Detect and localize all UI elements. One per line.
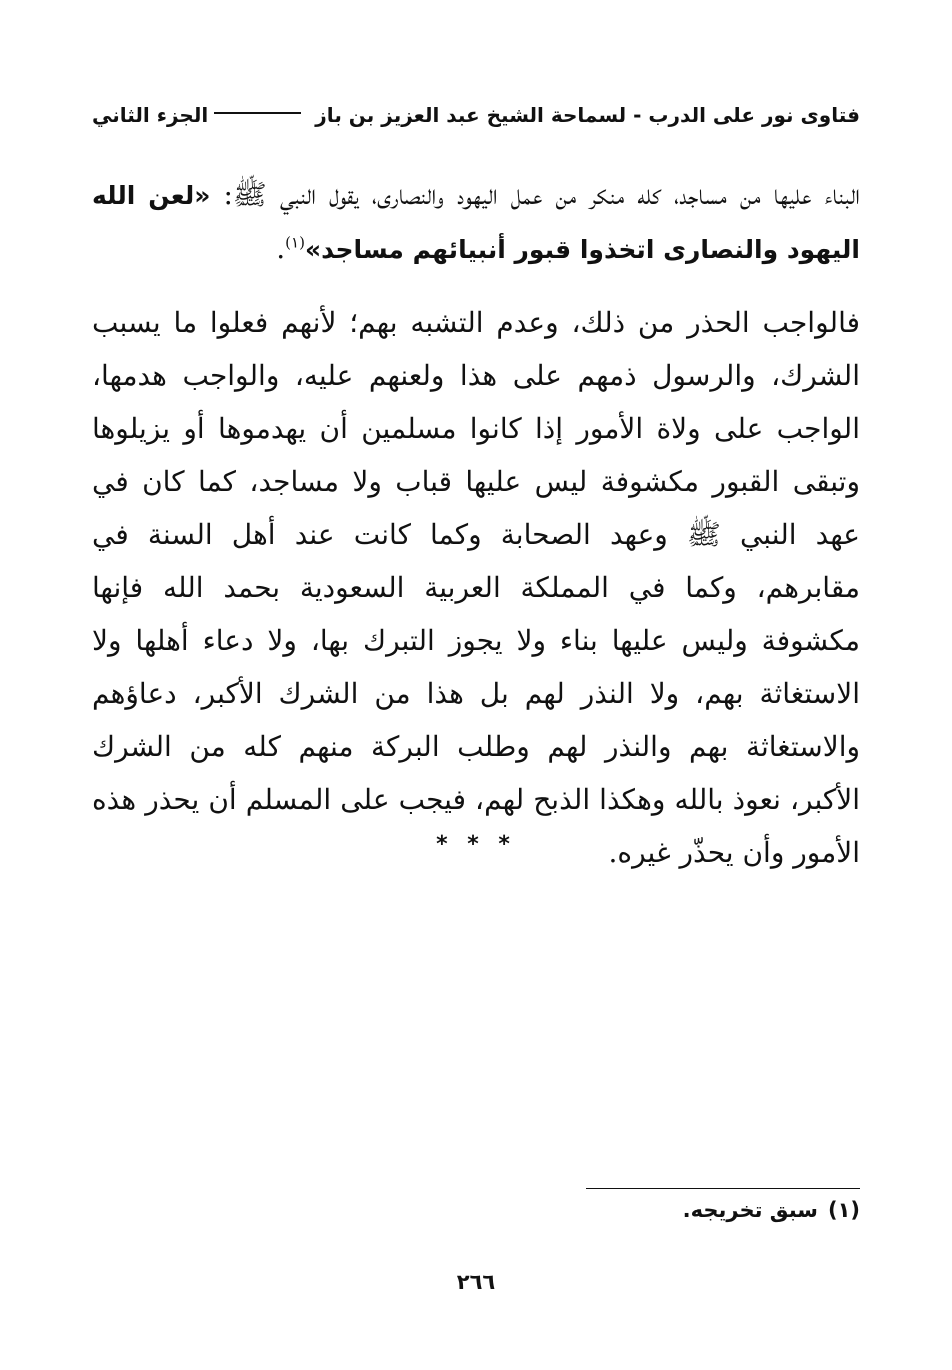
footnote [683,1198,860,1222]
paragraph-1-end: . [276,232,286,265]
footnote-number: (١) [827,1198,860,1222]
running-header [92,98,860,132]
paragraph-2: فالواجب الحذر من ذلك، وعدم التشبه بهم؛ لأنهم فعلوا ما يسبب الشرك، والرسول ذمهم على هذا ولعنهم عليه، والواجب هدمها، الواجب على ولاة الأمور إذا كانوا مسلمين أن يهدموها أو يزيلوها وتبقى القبور مكشوفة ليس عليها قباب ولا مساجد، كما كان في عهد النبي ﷺ وعهد الصحابة وكما كانت عند أهل السنة في مقابرهم، وكما في المملكة العربية السعودية بحمد الله فإنها مكشوفة وليس عليها بناء ولا يجوز التبرك بها، ولا دعاء أهلها ولا الاستغاثة بهم، ولا النذر لهم بل هذا من الشرك الأكبر، دعاؤهم والاستغاثة بهم والنذر لهم وطلب البركة منهم كله من الشرك الأكبر، نعوذ بالله وهكذا الذبح لهم، فيجب على المسلم أن يحذر هذه الأمور وأن يحذّر غيره. [92,306,860,869]
paragraph-1-text: البناء عليها من مساجد، كله منكر من عمل اليهود والنصارى، يقول النبي ﷺ: [210,178,860,211]
section-separator: * * * [436,832,516,857]
footnote-reference: (١) [285,233,305,252]
footnote-rule [586,1188,860,1189]
main-text [92,168,860,879]
paragraph-1 [92,168,860,276]
volume-label: الجزء الثاني [92,103,209,127]
header-rule [214,112,301,114]
book-title: فتاوى نور على الدرب - لسماحة الشيخ عبد العزيز بن باز [315,103,860,127]
hadith-quote: «لعن الله اليهود والنصارى اتخذوا قبور أنبيائهم مساجد» [92,181,860,264]
footnote-text: سبق تخريجه. [682,1198,818,1222]
page-number: ٢٦٦ [456,1270,496,1294]
